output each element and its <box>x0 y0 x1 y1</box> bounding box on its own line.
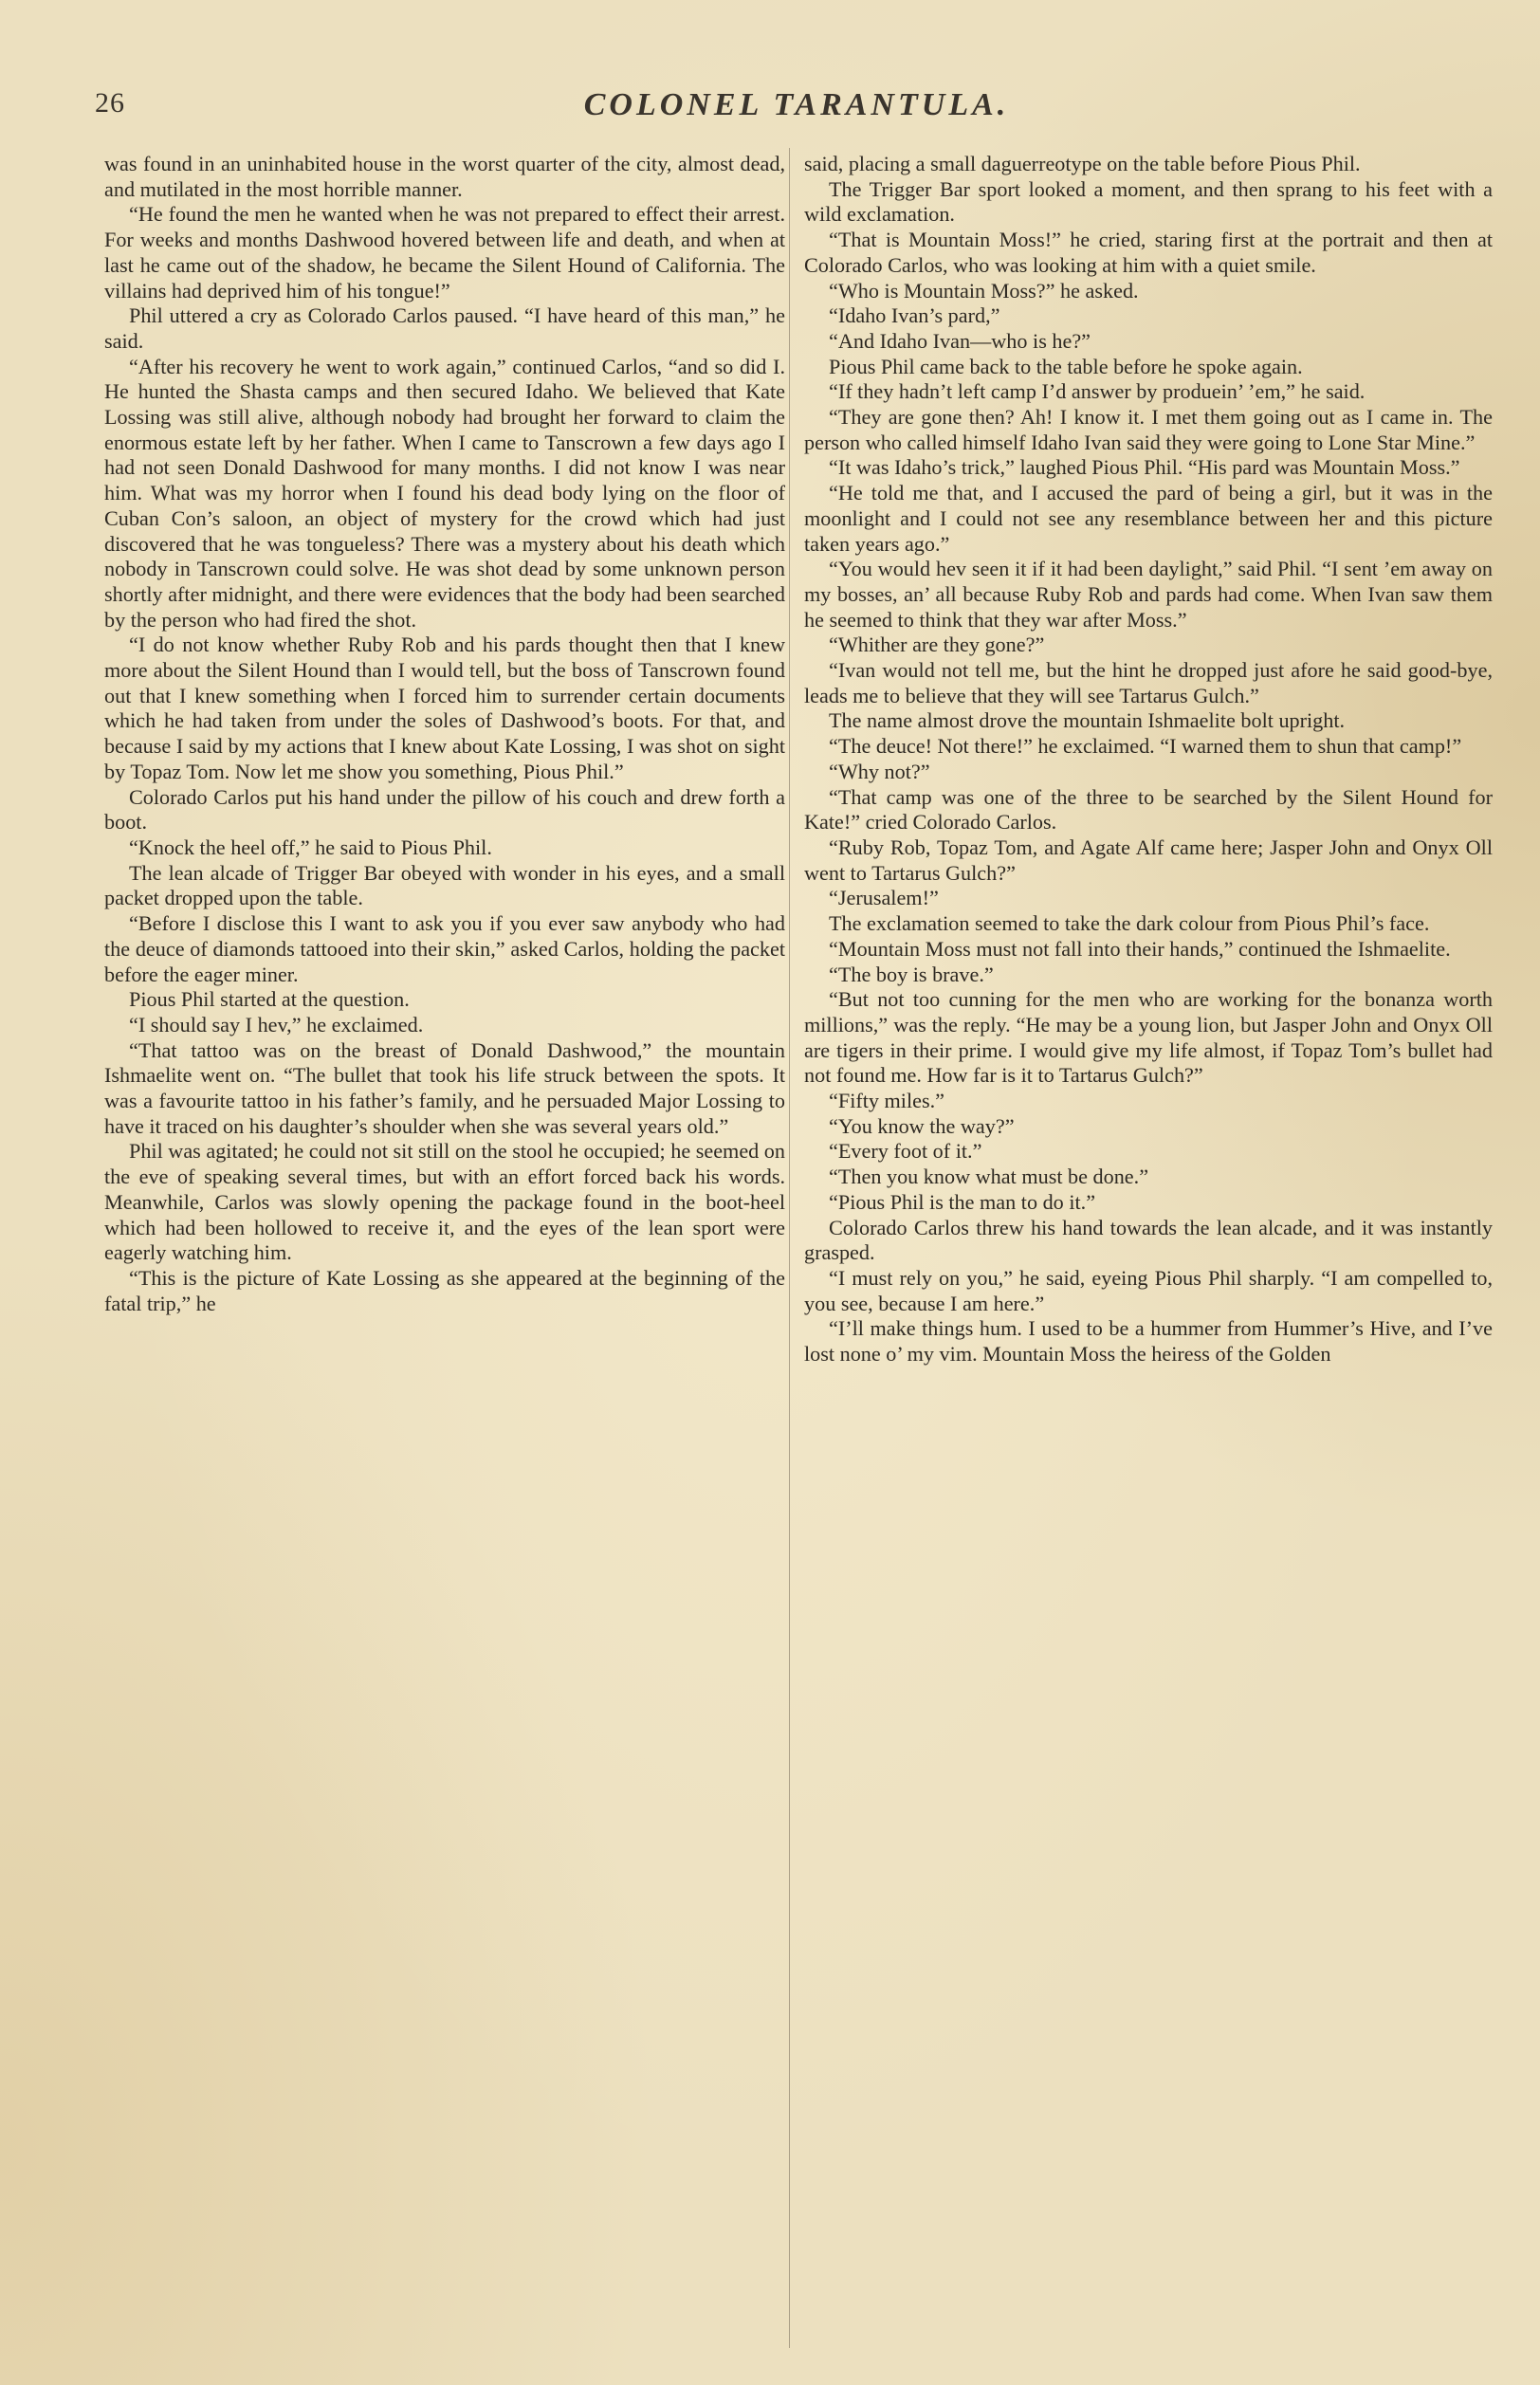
paragraph: “Pious Phil is the man to do it.” <box>829 1189 1096 1214</box>
paragraph: Colorado Carlos threw his hand towards the lean alcade, and it was instantly grasped. <box>804 1215 1493 1265</box>
page-header <box>95 87 1498 129</box>
paragraph: “I should say I hev,” he exclaimed. <box>129 1012 424 1037</box>
paragraph: “That tattoo was on the breast of Donald Dashwood,” the mountain Ishmaelite went on. “The bullet that took his life struck between the spots. It was a favourite tattoo in his father’s family, and he persuaded Major Lossing to have it traced on his daughter’s shoulder when she was several years old.” <box>104 1037 785 1138</box>
paragraph: “Jerusalem!” <box>829 886 939 910</box>
paragraph: “Why not?” <box>829 759 930 783</box>
paragraph: “But not too cunning for the men who are working for the bonanza worth millions,” was the reply. “He may be a young lion, but Jasper John and Onyx Oll are tigers in their prime. I would give my life almost, if Topaz Tom’s bullet had not found me. How far is it to Tartarus Gulch?” <box>804 987 1493 1088</box>
paragraph: “He found the men he wanted when he was not prepared to effect their arrest. For weeks and months Dashwood hovered between life and death, and when at last he came out of the shadow, he became the Silent Hound of California. The villains had deprived him of his tongue!” <box>104 202 785 303</box>
right-column <box>804 152 1493 1367</box>
paragraph: was found in an uninhabited house in the worst quarter of the city, almost dead, and mutilated in the most horrible manner. <box>104 152 785 201</box>
paragraph: The name almost drove the mountain Ishmaelite bolt upright. <box>829 708 1346 733</box>
paragraph: said, placing a small daguerreotype on the table before Pious Phil. <box>804 152 1361 175</box>
running-title: COLONEL TARANTULA. <box>583 87 1010 122</box>
paragraph: Pious Phil started at the question. <box>129 987 410 1012</box>
paragraph: “Whither are they gone?” <box>829 633 1045 657</box>
paragraph: Pious Phil came back to the table before he spoke again. <box>829 354 1303 378</box>
paragraph: “Idaho Ivan’s pard,” <box>829 303 1000 328</box>
paragraph: “I’ll make things hum. I used to be a hummer from Hummer’s Hive, and I’ve lost none o’ my vim. Mountain Moss the heiress of the Golden <box>804 1316 1493 1367</box>
paragraph: “I do not know whether Ruby Rob and his pards thought then that I knew more about the Silent Hound than I would tell, but the boss of Tanscrown found out that I knew something when I forced him to surrender certain documents which he had taken from under the soles of Dashwood’s boots. For that, and because I said by my actions that I knew about Kate Lossing, I was shot on sight by Topaz Tom. Now let me show you something, Pious Phil.” <box>104 633 785 783</box>
paragraph: “Before I disclose this I want to ask you if you ever saw anybody who had the deuce of diamonds tattooed into their skin,” asked Carlos, holding the packet before the eager miner. <box>104 911 785 986</box>
paragraph: “If they hadn’t left camp I’d answer by produein’ ’em,” he said. <box>829 379 1366 404</box>
paragraph: “Every foot of it.” <box>829 1139 982 1164</box>
paragraph: “Ivan would not tell me, but the hint he dropped just afore he said good-bye, leads me to believe that they will see Tartarus Gulch.” <box>804 658 1493 707</box>
paragraph: “You know the way?” <box>829 1113 1015 1138</box>
paragraph: “Knock the heel off,” he said to Pious Phil. <box>129 835 492 859</box>
page-number: 26 <box>95 87 125 119</box>
paragraph: “I must rely on you,” he said, eyeing Pious Phil sharply. “I am compelled to, you see, because I am here.” <box>804 1265 1493 1315</box>
paragraph: Phil uttered a cry as Colorado Carlos paused. “I have heard of this man,” he said. <box>104 303 785 353</box>
paragraph: “Who is Mountain Moss?” he asked. <box>829 278 1139 303</box>
column-divider <box>789 148 790 2348</box>
paragraph: “The boy is brave.” <box>829 962 994 986</box>
paragraph: “It was Idaho’s trick,” laughed Pious Phil. “His pard was Mountain Moss.” <box>829 455 1460 480</box>
paragraph: “And Idaho Ivan—who is he?” <box>829 328 1091 353</box>
paragraph: The lean alcade of Trigger Bar obeyed with wonder in his eyes, and a small packet dropped upon the table. <box>104 860 785 910</box>
paragraph: “Fifty miles.” <box>829 1089 945 1113</box>
paragraph: “This is the picture of Kate Lossing as she appeared at the beginning of the fatal trip,” he <box>104 1265 785 1315</box>
paragraph: “That is Mountain Moss!” he cried, staring first at the portrait and then at Colorado Carlos, who was looking at him with a quiet smile. <box>804 228 1493 277</box>
paragraph: “They are gone then? Ah! I know it. I met them going out as I came in. The person who called himself Idaho Ivan said they were going to Lone Star Mine.” <box>804 405 1493 454</box>
paragraph: “After his recovery he went to work again,” continued Carlos, “and so did I. He hunted the Shasta camps and then secured Idaho. We believed that Kate Lossing was still alive, although nobody had brought her forward to claim the enormous estate left by her father. When I came to Tanscrown a few days ago I had not seen Donald Dashwood for many months. I did not know I was near him. What was my horror when I found his dead body lying on the floor of Cuban Con’s saloon, an object of mystery for the crowd which had just discovered that he was tongueless? There was a mystery about his death which nobody in Tanscrown could solve. He was shot dead by some unknown person shortly after midnight, and there were evidences that the body had been searched by the person who had fired the shot. <box>104 354 785 632</box>
paragraph: “He told me that, and I accused the pard of being a girl, but it was in the moonlight and I could not see any resemblance between her and this picture taken years ago.” <box>804 481 1493 556</box>
paragraph: “Ruby Rob, Topaz Tom, and Agate Alf came here; Jasper John and Onyx Oll went to Tartarus Gulch?” <box>804 835 1493 885</box>
paragraph: “Mountain Moss must not fall into their hands,” continued the Ishmaelite. <box>829 936 1451 961</box>
left-column <box>104 152 785 1316</box>
paragraph: “You would hev seen it if it had been daylight,” said Phil. “I sent ’em away on my bosses, an’ all because Ruby Rob and pards had come. When Ivan saw them he seemed to think that they war after Moss.” <box>804 557 1493 632</box>
paragraph: “That camp was one of the three to be searched by the Silent Hound for Kate!” cried Colorado Carlos. <box>804 784 1493 835</box>
paragraph: Colorado Carlos put his hand under the pillow of his couch and drew forth a boot. <box>104 784 785 835</box>
paragraph: The exclamation seemed to take the dark colour from Pious Phil’s face. <box>829 911 1430 936</box>
paragraph: “The deuce! Not there!” he exclaimed. “I warned them to shun that camp!” <box>829 734 1462 759</box>
paragraph: “Then you know what must be done.” <box>829 1165 1149 1189</box>
paragraph: The Trigger Bar sport looked a moment, and then sprang to his feet with a wild exclamation. <box>804 176 1493 227</box>
paragraph: Phil was agitated; he could not sit still on the stool he occupied; he seemed on the eve of speaking several times, but with an effort forced back his words. Meanwhile, Carlos was slowly opening the package found in the boot-heel which had been hollowed to receive it, and the eyes of the lean sport were eagerly watching him. <box>104 1139 785 1265</box>
